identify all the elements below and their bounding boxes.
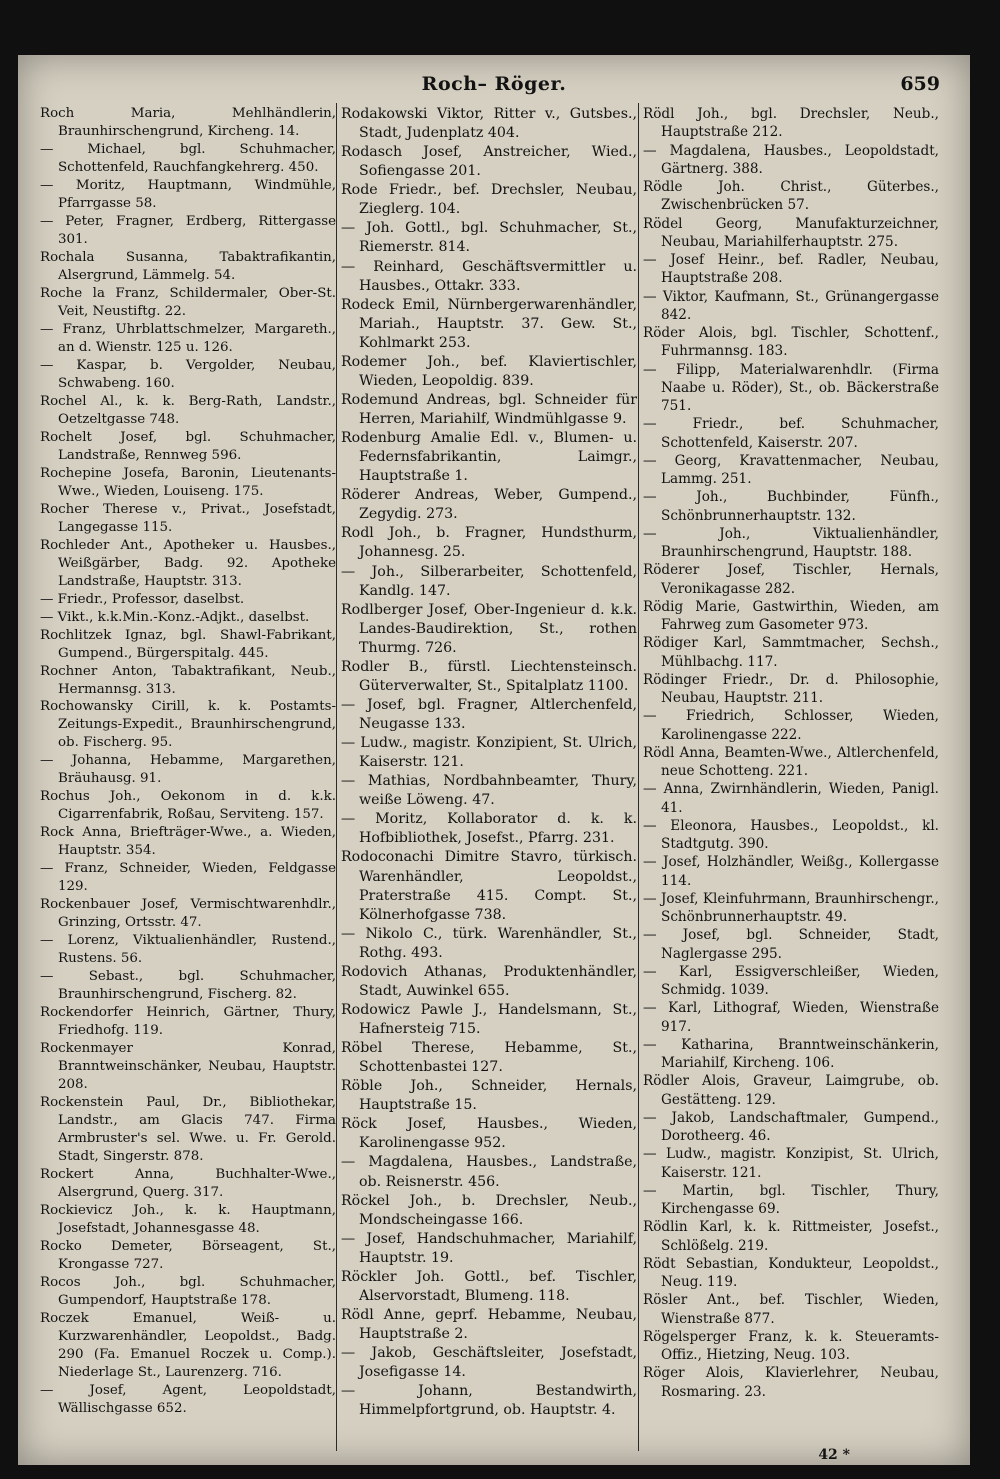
directory-subentry: — Josef Heinr., bef. Radler, Neubau, Hauptstraße 208.	[643, 252, 939, 287]
directory-subentry: — Nikolo C., türk. Warenhändler, St., Rothg. 493.	[341, 925, 637, 961]
directory-subentry: — Mathias, Nordbahnbeamter, Thury, weiße Löweng. 47.	[341, 773, 637, 809]
directory-entry: Roch Maria, Mehlhändlerin, Braunhirschengrund, Kircheng. 14.	[40, 106, 336, 139]
directory-entry: Rockendorfer Heinrich, Gärtner, Thury, Friedhofg. 119.	[40, 1005, 336, 1039]
directory-subentry: — Jakob, Landschaftmaler, Gumpend., Dorotheerg. 46.	[643, 1109, 939, 1144]
directory-entry: Rochala Susanna, Tabaktrafikantin, Alsergrund, Lämmelg. 54.	[40, 249, 336, 283]
directory-entry: Rockenbauer Josef, Vermischtwarenhdlr., Grinzing, Ortsstr. 47.	[40, 897, 336, 931]
directory-subentry: — Anna, Zwirnhändlerin, Wieden, Panigl. 41.	[643, 781, 939, 816]
directory-subentry: — Josef, Kleinfuhrmann, Braunhirschengr., Schönbrunnerhauptstr. 49.	[643, 890, 939, 925]
directory-entry: Rodovich Athanas, Produktenhändler, Stadt, Auwinkel 655.	[341, 963, 637, 999]
directory-subentry: — Lorenz, Viktualienhändler, Rustend., Rustens. 56.	[40, 933, 336, 967]
directory-subentry: — Filipp, Materialwarenhdlr. (Firma Naabe u. Röder), St., ob. Bäckerstraße 751.	[643, 361, 939, 414]
directory-entry: Rödl Joh., bgl. Drechsler, Neub., Hauptstraße 212.	[643, 106, 939, 141]
directory-entry: Rösler Ant., bef. Tischler, Wieden, Wienstraße 877.	[643, 1292, 939, 1327]
directory-entry: Rodenburg Amalie Edl. v., Blumen- u. Federnsfabrikantin, Laimgr., Hauptstraße 1.	[341, 430, 637, 485]
directory-entry: Rockert Anna, Buchhalter-Wwe., Alsergrund, Querg. 317.	[40, 1167, 336, 1201]
directory-entry: Rodler B., fürstl. Liechtensteinsch. Güterverwalter, St., Spitalplatz 1100.	[341, 658, 637, 694]
directory-subentry: — Vikt., k.k.Min.-Konz.-Adjkt., daselbst.	[40, 609, 310, 625]
directory-entry: Rochelt Josef, bgl. Schuhmacher, Landstraße, Rennweg 596.	[40, 429, 336, 463]
directory-entry: Rochel Al., k. k. Berg-Rath, Landstr., Oetzeltgasse 748.	[40, 393, 336, 427]
directory-entry: Rodoconachi Dimitre Stavro, türkisch. Warenhändler, Leopoldst., Praterstraße 415. Compt. St., Kölnerhofgasse 738.	[341, 849, 637, 923]
directory-subentry: — Joh., Buchbinder, Fünfh., Schönbrunnerhauptstr. 132.	[643, 489, 939, 524]
directory-subentry: — Reinhard, Geschäftsvermittler u. Hausbes., Ottakr. 333.	[341, 258, 637, 294]
directory-subentry: — Joh., Silberarbeiter, Schottenfeld, Kandlg. 147.	[341, 563, 637, 599]
page-header	[18, 73, 970, 101]
directory-subentry: — Magdalena, Hausbes., Leopoldstadt, Gärtnerg. 388.	[643, 142, 939, 177]
directory-subentry: — Ludw., magistr. Konzipient, St. Ulrich, Kaiserstr. 121.	[341, 735, 637, 771]
directory-subentry: — Moritz, Hauptmann, Windmühle, Pfarrgasse 58.	[40, 177, 336, 211]
directory-entry: Röckler Joh. Gottl., bef. Tischler, Alservorstadt, Blumeng. 118.	[341, 1268, 637, 1304]
directory-entry: Rödig Marie, Gastwirthin, Wieden, am Fahrweg zum Gasometer 973.	[643, 598, 939, 633]
directory-subentry: — Karl, Essigverschleißer, Wieden, Schmidg. 1039.	[643, 963, 939, 998]
directory-entry: Röderer Josef, Tischler, Hernals, Veronikagasse 282.	[643, 562, 939, 597]
directory-subentry: — Johann, Bestandwirth, Himmelpfortgrund, ob. Hauptstr. 4.	[341, 1383, 637, 1419]
directory-entry: Rödl Anne, geprf. Hebamme, Neubau, Hauptstraße 2.	[341, 1306, 637, 1342]
directory-subentry: — Eleonora, Hausbes., Leopoldst., kl. Stadtgutg. 390.	[643, 817, 939, 852]
column-rule	[638, 103, 639, 1451]
directory-subentry: — Josef, bgl. Schneider, Stadt, Naglergasse 295.	[643, 927, 939, 962]
directory-entry: Röble Joh., Schneider, Hernals, Hauptstraße 15.	[341, 1078, 637, 1114]
directory-subentry: — Michael, bgl. Schuhmacher, Schottenfeld, Rauchfangkehrerg. 450.	[40, 141, 336, 175]
directory-entry: Rockenstein Paul, Dr., Bibliothekar, Landstr., am Glacis 747. Firma Armbruster's sel. Wwe. u. Fr. Gerold. Stadt, Singerstr. 878.	[40, 1095, 336, 1165]
column-2	[341, 105, 637, 1420]
directory-entry: Rögelsperger Franz, k. k. Steueramts-Offiz., Hietzing, Neug. 103.	[643, 1328, 939, 1363]
directory-entry: Rodemer Joh., bef. Klaviertischler, Wieden, Leopoldig. 839.	[341, 353, 637, 389]
directory-subentry: — Ludw., magistr. Konzipist, St. Ulrich, Kaiserstr. 121.	[643, 1146, 939, 1181]
directory-entry: Rochepine Josefa, Baronin, Lieutenants-Wwe., Wieden, Louiseng. 175.	[40, 465, 336, 499]
directory-subentry: — Joh., Viktualienhändler, Braunhirschengrund, Hauptstr. 188.	[643, 525, 939, 560]
directory-entry: Rockievicz Joh., k. k. Hauptmann, Josefstadt, Johannesgasse 48.	[40, 1203, 336, 1237]
directory-entry: Rockenmayer Konrad, Branntweinschänker, Neubau, Hauptstr. 208.	[40, 1041, 336, 1093]
directory-subentry: — Franz, Uhrblattschmelzer, Margareth., an d. Wienstr. 125 u. 126.	[40, 321, 336, 355]
directory-entry: Rodl Joh., b. Fragner, Hundsthurm, Johannesg. 25.	[341, 525, 637, 561]
directory-subentry: — Moritz, Kollaborator d. k. k. Hofbibliothek, Josefst., Pfarrg. 231.	[341, 811, 637, 847]
directory-entry: Rocher Therese v., Privat., Josefstadt, Langegasse 115.	[40, 501, 336, 535]
directory-subentry: — Magdalena, Hausbes., Landstraße, ob. Reisnerstr. 456.	[341, 1154, 637, 1190]
directory-subentry: — Kaspar, b. Vergolder, Neubau, Schwabeng. 160.	[40, 357, 336, 391]
directory-subentry: — Joh. Gottl., bgl. Schuhmacher, St., Riemerstr. 814.	[341, 220, 637, 256]
directory-subentry: — Friedrich, Schlosser, Wieden, Karolinengasse 222.	[643, 708, 939, 743]
column-3	[643, 105, 939, 1401]
directory-subentry: — Friedr., bef. Schuhmacher, Schottenfeld, Kaiserstr. 207.	[643, 416, 939, 451]
directory-entry: Rock Anna, Briefträger-Wwe., a. Wieden, Hauptstr. 354.	[40, 825, 336, 859]
directory-entry: Rodlberger Josef, Ober-Ingenieur d. k.k. Landes-Baudirektion, St., rothen Thurmg. 726.	[341, 601, 637, 656]
directory-entry: Rödl Anna, Beamten-Wwe., Altlerchenfeld, neue Schotteng. 221.	[643, 744, 939, 779]
directory-entry: Rödiger Karl, Sammtmacher, Sechsh., Mühlbachg. 117.	[643, 635, 939, 670]
directory-entry: Rochleder Ant., Apotheker u. Hausbes., Weißgärber, Badg. 92. Apotheke Landstraße, Hauptstr. 313.	[40, 537, 336, 589]
directory-subentry: — Josef, Holzhändler, Weißg., Kollergasse 114.	[643, 854, 939, 889]
directory-entry: Rodowicz Pawle J., Handelsmann, St., Hafnersteig 715.	[341, 1001, 637, 1037]
directory-subentry: — Josef, bgl. Fragner, Altlerchenfeld, Neugasse 133.	[341, 696, 637, 732]
directory-subentry: — Martin, bgl. Tischler, Thury, Kirchengasse 69.	[643, 1182, 939, 1217]
directory-entry: Rödel Georg, Manufakturzeichner, Neubau, Mariahilferhauptstr. 275.	[643, 215, 939, 250]
directory-subentry: — Franz, Schneider, Wieden, Feldgasse 129.	[40, 861, 336, 895]
directory-subentry: — Katharina, Branntweinschänkerin, Mariahilf, Kircheng. 106.	[643, 1036, 939, 1071]
column-1	[40, 105, 336, 1418]
directory-entry: Rochus Joh., Oekonom in d. k.k. Cigarrenfabrik, Roßau, Serviteng. 157.	[40, 789, 336, 823]
directory-entry: Rochowansky Cirill, k. k. Postamts-Zeitungs-Expedit., Braunhirschengrund, ob. Fischerg. 95.	[40, 699, 336, 751]
directory-subentry: — Josef, Handschuhmacher, Mariahilf, Hauptstr. 19.	[341, 1230, 637, 1266]
directory-entry: Rödler Alois, Graveur, Laimgrube, ob. Gestätteng. 129.	[643, 1073, 939, 1108]
directory-entry: Rödt Sebastian, Kondukteur, Leopoldst., Neug. 119.	[643, 1255, 939, 1290]
directory-entry: Roczek Emanuel, Weiß- u. Kurzwarenhändler, Leopoldst., Badg. 290 (Fa. Emanuel Roczek u. Comp.). Niederlage St., Laurenzerg. 716.	[40, 1310, 336, 1380]
running-title: Roch– Röger.	[421, 73, 567, 95]
directory-entry: Rocos Joh., bgl. Schuhmacher, Gumpendorf, Hauptstraße 178.	[40, 1274, 336, 1308]
directory-entry: Röbel Therese, Hebamme, St., Schottenbastei 127.	[341, 1040, 637, 1076]
directory-subentry: — Viktor, Kaufmann, St., Grünangergasse 842.	[643, 288, 939, 323]
directory-entry: Rocko Demeter, Börseagent, St., Krongasse 727.	[40, 1239, 336, 1272]
directory-subentry: — Josef, Agent, Leopoldstadt, Wällischgasse 652.	[40, 1382, 336, 1416]
page-number: 659	[900, 73, 940, 95]
directory-subentry: — Johanna, Hebamme, Margarethen, Bräuhausg. 91.	[40, 753, 336, 787]
column-rule	[336, 103, 337, 1451]
directory-entry: Röder Alois, bgl. Tischler, Schottenf., Fuhrmannsg. 183.	[643, 325, 939, 360]
directory-entry: Röger Alois, Klavierlehrer, Neubau, Rosmaring. 23.	[643, 1365, 939, 1400]
signature-mark: 42 *	[818, 1447, 850, 1463]
directory-subentry: — Jakob, Geschäftsleiter, Josefstadt, Josefigasse 14.	[341, 1345, 637, 1381]
directory-entry: Rodakowski Viktor, Ritter v., Gutsbes., Stadt, Judenplatz 404.	[341, 106, 637, 142]
directory-subentry: — Peter, Fragner, Erdberg, Rittergasse 301.	[40, 213, 336, 247]
directory-entry: Rochner Anton, Tabaktrafikant, Neub., Hermannsg. 313.	[40, 663, 336, 697]
directory-page	[18, 55, 970, 1465]
directory-entry: Röderer Andreas, Weber, Gumpend., Zegydig. 273.	[341, 487, 637, 523]
directory-entry: Rödle Joh. Christ., Güterbes., Zwischenbrücken 57.	[643, 179, 939, 214]
directory-entry: Rödinger Friedr., Dr. d. Philosophie, Neubau, Hauptstr. 211.	[643, 671, 939, 706]
directory-entry: Rode Friedr., bef. Drechsler, Neubau, Zieglerg. 104.	[341, 182, 637, 218]
directory-entry: Röck Josef, Hausbes., Wieden, Karolinengasse 952.	[341, 1116, 637, 1152]
directory-entry: Rödlin Karl, k. k. Rittmeister, Josefst., Schlößelg. 219.	[643, 1219, 939, 1254]
directory-entry: Roche la Franz, Schildermaler, Ober-St. Veit, Neustiftg. 22.	[40, 285, 336, 319]
directory-entry: Rodasch Josef, Anstreicher, Wied., Sofiengasse 201.	[341, 144, 637, 180]
directory-subentry: — Georg, Kravattenmacher, Neubau, Lammg. 251.	[643, 452, 939, 487]
directory-entry: Rodeck Emil, Nürnbergerwarenhändler, Mariah., Hauptstr. 37. Gew. St., Kohlmarkt 253.	[341, 296, 637, 351]
directory-entry: Rodemund Andreas, bgl. Schneider für Herren, Mariahilf, Windmühlgasse 9.	[341, 391, 637, 427]
directory-subentry: — Friedr., Professor, daselbst.	[40, 591, 245, 607]
directory-subentry: — Sebast., bgl. Schuhmacher, Braunhirschengrund, Fischerg. 82.	[40, 969, 336, 1003]
directory-entry: Rochlitzek Ignaz, bgl. Shawl-Fabrikant, Gumpend., Bürgerspitalg. 445.	[40, 627, 336, 661]
directory-entry: Röckel Joh., b. Drechsler, Neub., Mondscheingasse 166.	[341, 1192, 637, 1228]
directory-subentry: — Karl, Lithograf, Wieden, Wienstraße 917.	[643, 1000, 939, 1035]
